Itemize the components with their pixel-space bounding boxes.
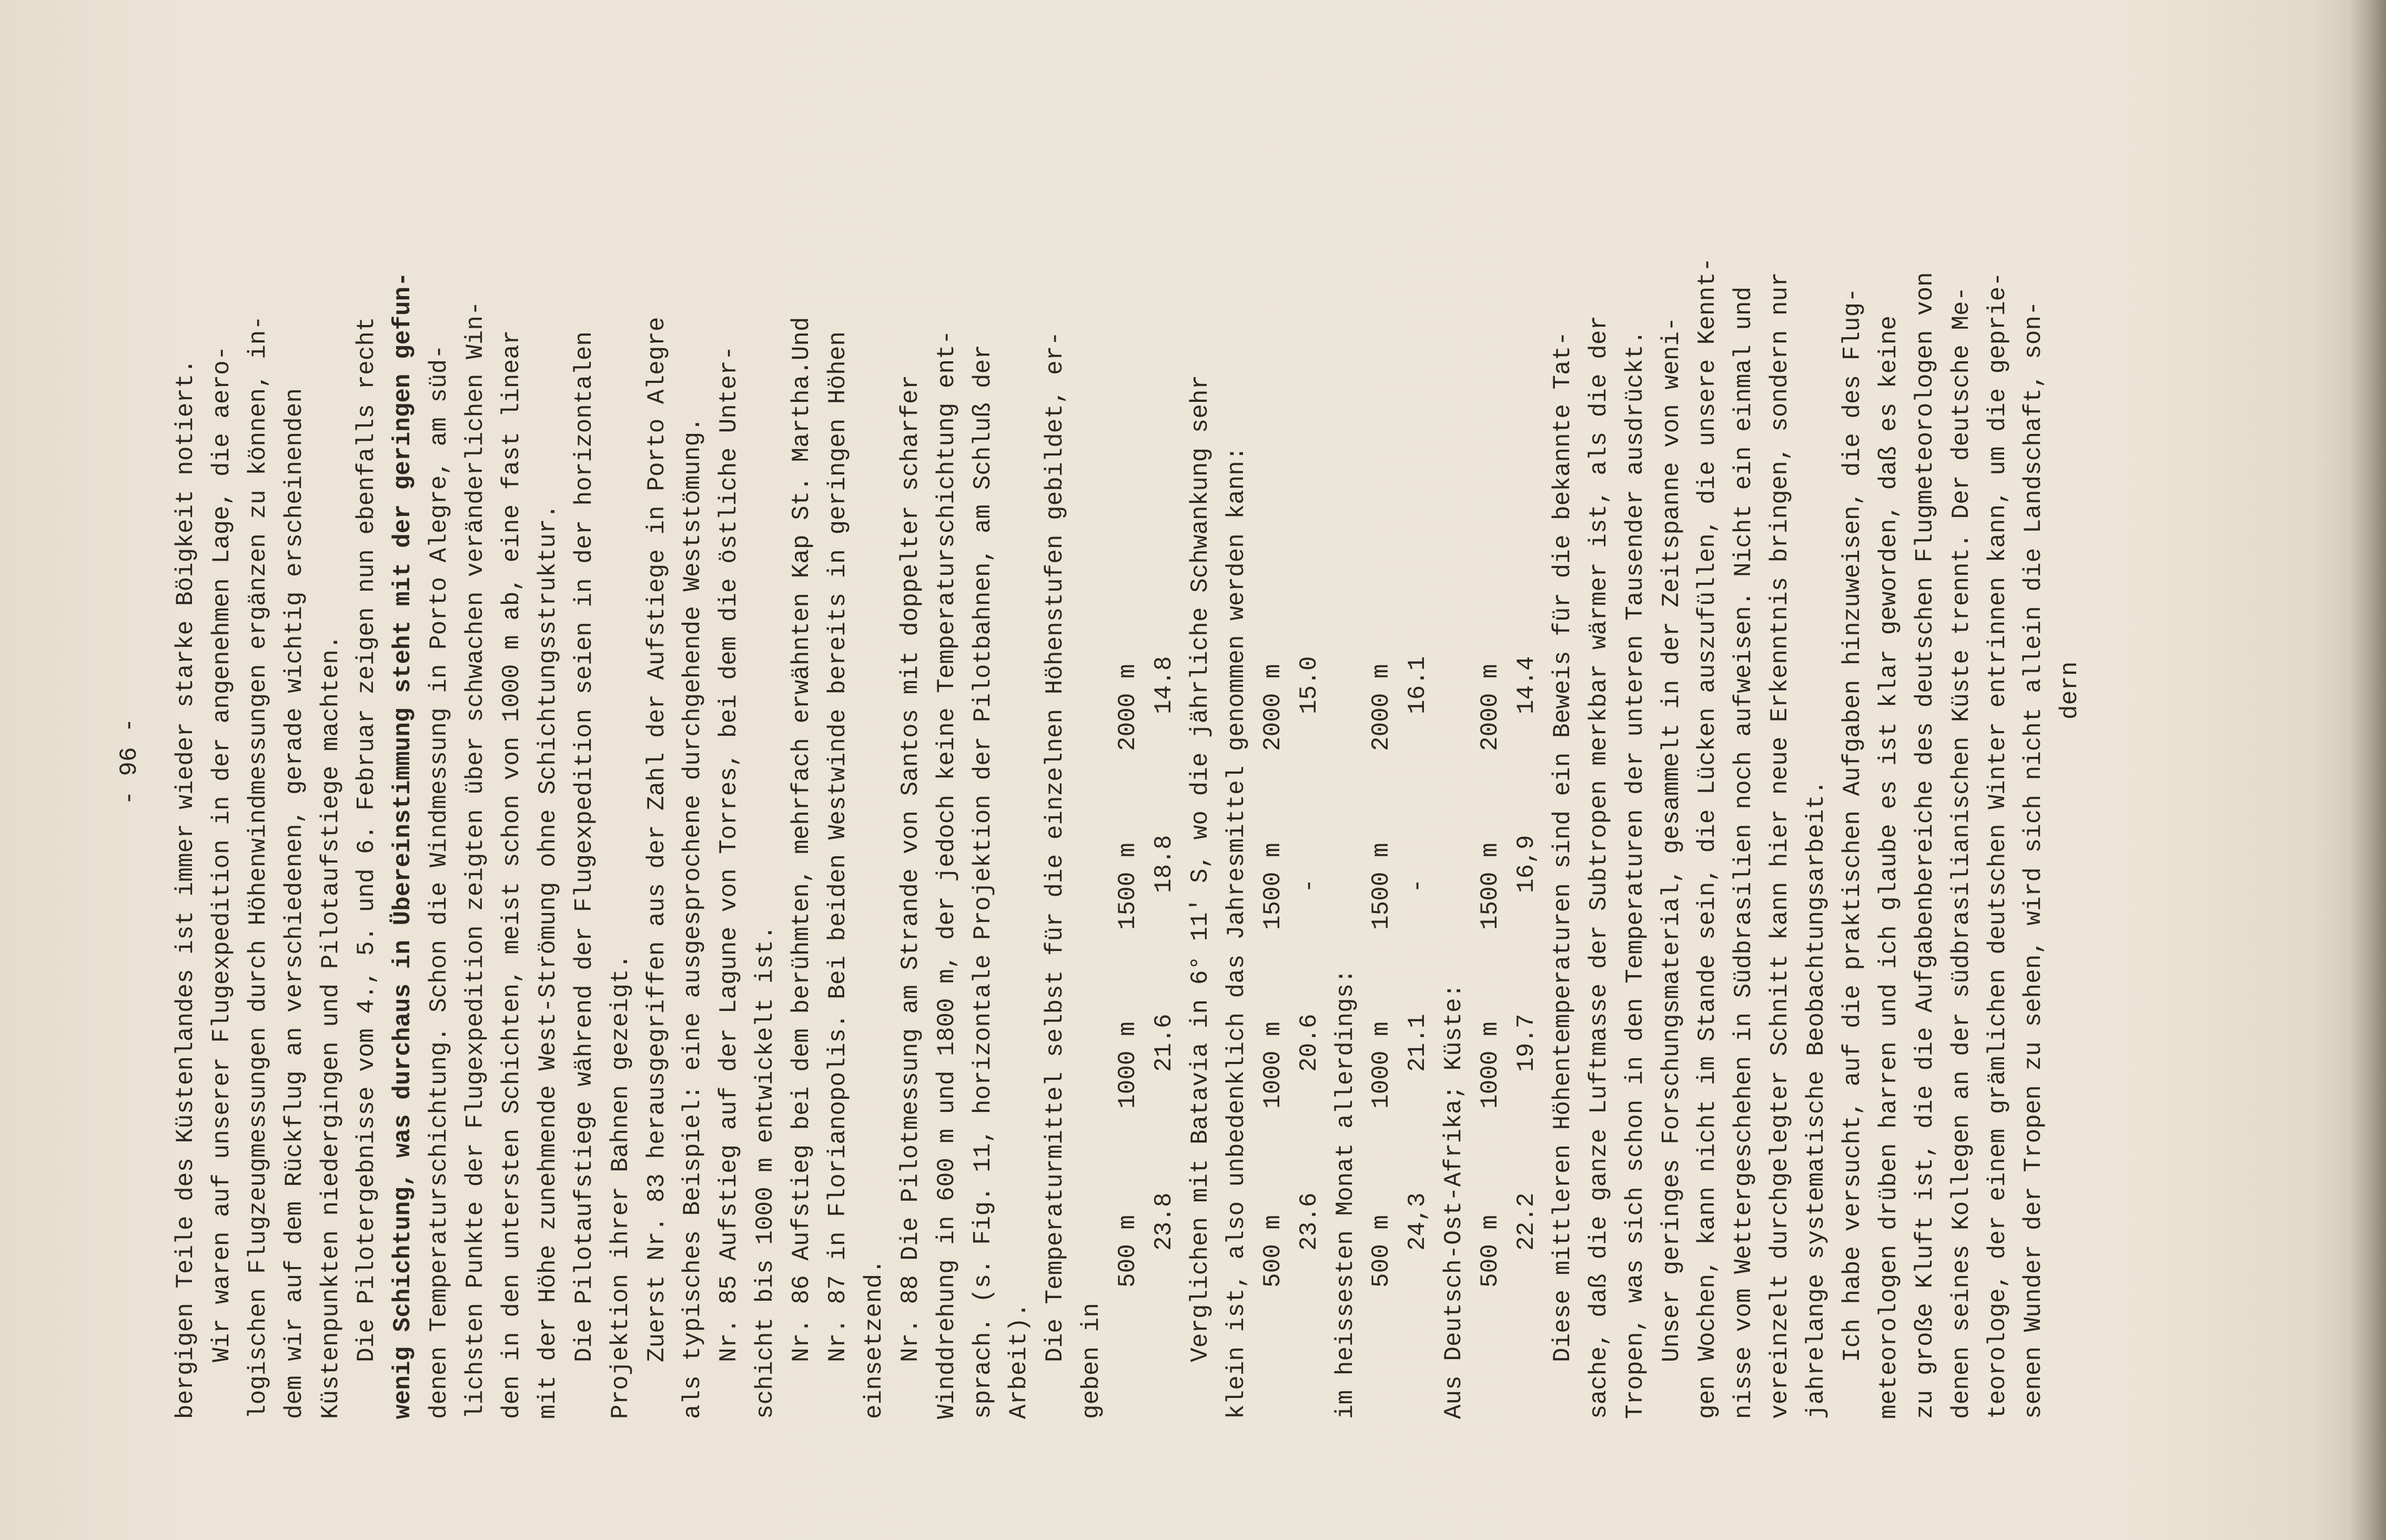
text-line: sprach. (s. Fig. 11, horizontale Projektion der Pilotbahnen, am Schluß der [969, 345, 997, 1419]
text-line: Winddrehung in 600 m und 1800 m, der jedoch keine Temperaturschichtung ent- [933, 330, 961, 1419]
text-line: mit der Höhe zunehmende West-Strömung ohne Schichtungsstruktur. [534, 504, 562, 1419]
table-cell: 1500 m [1259, 843, 1287, 930]
table-cell: 500 m [1114, 1214, 1142, 1288]
text-line: Aus Deutsch-Ost-Afrika; Küste: [1440, 983, 1468, 1419]
text-line: zu große Kluft ist, die die Aufgabenbereiche des deutschen Flugmeteorologen von [1911, 272, 1939, 1419]
table-cell: 1500 m [1477, 843, 1504, 930]
table-cell: 21.6 [1150, 1014, 1178, 1072]
text-line: denen Temperaturschichtung. Schon die Windmessung in Porto Alegre, am süd- [426, 345, 453, 1419]
text-line: Arbeit). [1005, 1303, 1033, 1419]
table-cell: 500 m [1259, 1214, 1287, 1288]
text-line: Nr. 86 Aufstieg bei dem berühmten, mehrfach erwähnten Kap St. Martha.Und [788, 317, 816, 1362]
text-line: dern [2056, 661, 2084, 720]
table-cell: 23.6 [1295, 1192, 1323, 1251]
text-line: Nr. 88 Die Pilotmessung am Strande von Santos mit doppelter scharfer [896, 374, 924, 1362]
table-cell: - [1295, 878, 1323, 893]
text-line: Die Pilotergebnisse vom 4., 5. und 6. Februar zeigen nun ebenfalls recht [353, 317, 381, 1362]
text-line: denen seines Kollegen an der südbrasilianischen Küste trennt. Der deutsche Me- [1947, 286, 1975, 1419]
table-cell: 15.0 [1295, 656, 1323, 714]
table-row-heights [1368, 104, 1396, 1419]
table-cell: 22.2 [1512, 1192, 1540, 1251]
table-cell: 2000 m [1259, 664, 1287, 751]
table-cell: 1500 m [1368, 843, 1396, 930]
text-line: geben in [1078, 1303, 1106, 1419]
text-line: nisse vom Wettergeschehen in Südbrasilien noch aufweisen. Nicht ein einmal und [1730, 286, 1758, 1419]
table-cell: 1000 m [1477, 1021, 1504, 1109]
table-cell: 18.8 [1150, 835, 1178, 893]
text-line: Wir waren auf unserer Flugexpedition in der angenehmen Lage, die aero- [208, 346, 236, 1362]
text-line: wenig Schichtung, was durchaus in Übereinstimmung steht mit der geringen gefun- [389, 272, 417, 1419]
text-line: logischen Flugzeugmessungen durch Höhenwindmessungen ergänzen zu können, in- [244, 316, 272, 1419]
text-line: Die Temperaturmittel selbst für die einzelnen Höhenstufen gebildet, er- [1042, 331, 1069, 1362]
text-line: Tropen, was sich schon in den Temperaturen der unteren Tausender ausdrückt. [1621, 330, 1649, 1419]
text-line: gen Wochen, kann nicht im Stande sein, die Lücken auszufüllen, die unsere Kennt- [1694, 257, 1722, 1419]
text-line: den in den untersten Schichten, meist schon von 1000 m ab, eine fast linear [498, 330, 526, 1419]
text-line: Ich habe versucht, auf die praktischen Aufgaben hinzuweisen, die des Flug- [1838, 288, 1866, 1362]
text-line: einsetzend. [860, 1259, 888, 1419]
table-row-heights [1116, 104, 1140, 1419]
table-row-values [1152, 104, 1176, 1419]
text-line: bergigen Teile des Küstenlandes ist immer wieder starke Böigkeit notiert. [172, 359, 199, 1419]
table-cell: 2000 m [1477, 664, 1504, 751]
text-line: sache, daß die ganze Luftmasse der Subtropen merkbar wärmer ist, als die der [1585, 316, 1613, 1419]
table-cell: 2000 m [1368, 664, 1396, 751]
text-line: Zuerst Nr. 83 herausgegriffen aus der Zahl der Aufstiege in Porto Alegre [643, 317, 671, 1362]
text-line: senen Wunder der Tropen zu sehen, wird sich nicht allein die Landschaft, son- [2020, 301, 2048, 1419]
table-cell: 23.8 [1150, 1192, 1178, 1251]
table-cell: 14.4 [1512, 656, 1540, 714]
page-number: - 96 - [116, 718, 143, 805]
text-line: Nr. 87 in Florianopolis. Bei beiden Westwinde bereits in geringen Höhen [824, 331, 852, 1362]
text-line: klein ist, also unbedenklich das Jahresmittel genommen werden kann: [1222, 446, 1250, 1419]
table-cell: 21.1 [1404, 1014, 1432, 1072]
table-cell: 14.8 [1150, 656, 1178, 714]
table-row-values [1297, 104, 1321, 1419]
text-line: Die Pilotaufstiege während der Flugexpedition seien in der horizontalen [570, 331, 598, 1362]
table-cell: 1000 m [1114, 1021, 1142, 1109]
text-line: jahrelange systematische Beobachtungsarbeit. [1803, 780, 1831, 1419]
text-line: teorologe, der einem grämlichen deutschen Winter entrinnen kann, um die geprie- [1984, 272, 2011, 1419]
page-edge-shadow [2349, 0, 2386, 1540]
table-cell: - [1404, 878, 1432, 893]
text-line: Unser geringes Forschungsmaterial, gesammelt in der Zeitspanne von weni- [1657, 317, 1685, 1362]
text-line: dem wir auf dem Rückflug an verschiedenen, gerade wichtig erscheinenden [280, 388, 308, 1419]
table-cell: 20.6 [1295, 1014, 1323, 1072]
table-cell: 16.1 [1404, 656, 1432, 714]
table-cell: 19.7 [1512, 1014, 1540, 1072]
table-cell: 24,3 [1404, 1192, 1432, 1251]
table-row-values [1514, 104, 1539, 1419]
table-row-values [1406, 104, 1430, 1419]
table-cell: 1000 m [1368, 1021, 1396, 1109]
table-cell: 1000 m [1259, 1021, 1287, 1109]
text-line: schicht bis 1000 m entwickelt ist. [752, 925, 780, 1419]
table-cell: 500 m [1477, 1214, 1504, 1288]
table-cell: 500 m [1368, 1214, 1396, 1288]
table-cell: 1500 m [1114, 843, 1142, 930]
text-line: Projektion ihrer Bahnen gezeigt. [606, 954, 634, 1419]
text-line: Verglichen mit Batavia in 6° 11' S, wo die jährliche Schwankung sehr [1186, 374, 1214, 1362]
table-cell: 16,9 [1512, 835, 1540, 893]
typewritten-page [116, 104, 2094, 1419]
text-line: als typisches Beispiel: eine ausgesprochene durchgehende Weststömung. [679, 417, 707, 1419]
text-line: im heissesten Monat allerdings: [1331, 969, 1359, 1419]
text-line: Nr. 85 Aufstieg auf der Lagune von Torres, bei dem die östliche Unter- [715, 346, 743, 1362]
text-line: Küstenpunkten niedergingen und Pilotaufstiege machten. [317, 635, 345, 1419]
table-row-heights [1478, 104, 1502, 1419]
text-line: vereinzelt durchgelegter Schnitt kann hier neue Erkenntnis bringen, sondern nur [1766, 272, 1794, 1419]
text-line: Diese mittleren Höhentemperaturen sind ein Beweis für die bekannte Tat- [1549, 331, 1576, 1362]
table-row-heights [1261, 104, 1285, 1419]
text-line: meteorologen drüben harren und ich glaube es ist klar geworden, daß es keine [1875, 316, 1903, 1419]
text-line: lichsten Punkte der Flugexpedition zeigten über schwachen veränderlichen Win- [462, 301, 490, 1419]
table-cell: 2000 m [1114, 664, 1142, 751]
